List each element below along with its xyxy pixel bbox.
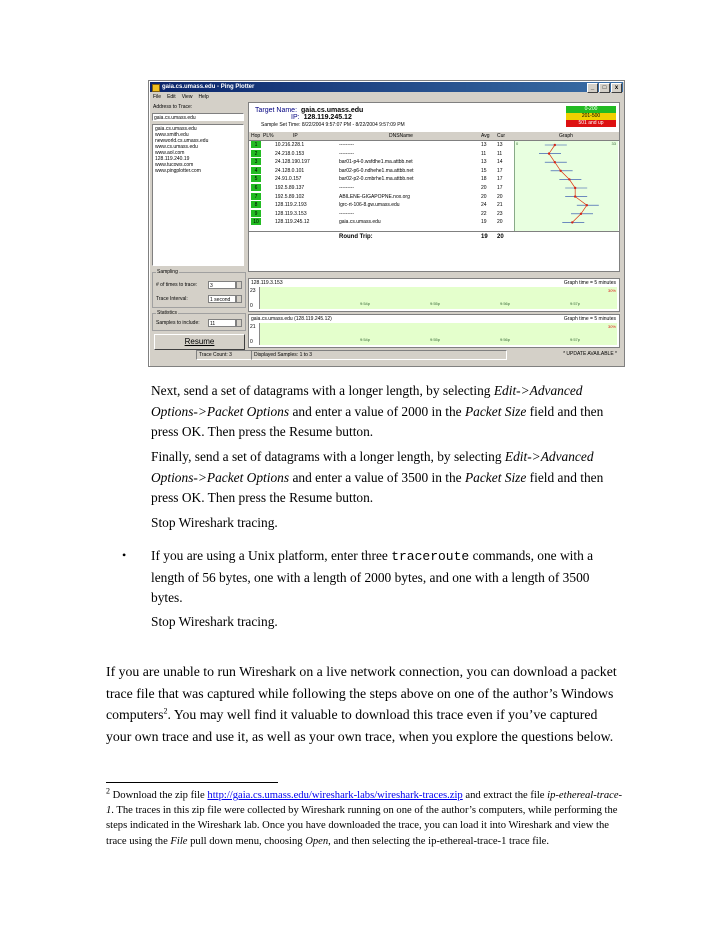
table-row[interactable] (249, 184, 519, 192)
timeline-area (259, 323, 617, 345)
hop-number: 8 (251, 201, 261, 208)
app-icon (152, 84, 160, 92)
update-available[interactable]: * UPDATE AVAILABLE * (563, 351, 617, 357)
hop-avg: 15 (481, 167, 487, 174)
samples-label: Samples to include: (156, 320, 200, 326)
hop-dns: --------- (339, 210, 354, 217)
maximize-button[interactable]: □ (599, 83, 610, 93)
timeline-graph-2 (248, 314, 620, 348)
timeline-y-top: 23 (250, 288, 256, 294)
hop-ip: 192.5.89.102 (275, 193, 305, 200)
menu-help[interactable]: Help (198, 94, 209, 100)
col-dns[interactable]: DNSName (389, 133, 413, 139)
hop-cur: 17 (497, 185, 503, 191)
latency-line (549, 145, 587, 222)
hop-dns: bar02-p6-0.ndhehe1.ma.attbb.net (339, 167, 414, 174)
table-row[interactable] (249, 175, 519, 183)
history-item[interactable]: www.pingplotter.com (155, 168, 201, 174)
hop-number: 2 (251, 150, 261, 157)
sampling-group (152, 269, 246, 308)
trace-zip-link[interactable]: http://gaia.cs.umass.edu/wireshark-labs/wireshark-traces.zip (207, 790, 463, 801)
statistics-label: Statistics (157, 310, 178, 316)
timeline-y-zero: 0 (250, 303, 253, 309)
hop-ip: 10.216.228.1 (275, 142, 305, 148)
bullet-icon: • (122, 548, 127, 562)
latency-legend (566, 106, 616, 127)
hop-dns: bar02-p2-0.cmbrhe1.ma.attbb.net (339, 176, 414, 183)
timeline-graph-1 (248, 278, 620, 312)
timeline-y-zero: 0 (250, 339, 253, 345)
ip-label: IP: (291, 114, 300, 121)
table-row[interactable] (249, 150, 519, 158)
history-item[interactable]: www.cs.umass.edu (155, 144, 198, 150)
hop-cur: 17 (497, 176, 503, 183)
timeline-scale: Graph time = 5 minutes (563, 280, 616, 286)
table-row[interactable] (249, 193, 519, 201)
table-row[interactable] (249, 201, 519, 209)
timeline-host: 128.119.3.153 (251, 280, 283, 286)
hop-ip: 24.128.0.101 (275, 167, 305, 174)
time-label: 9:56p (500, 337, 511, 342)
time-label: 9:57p (570, 301, 581, 306)
table-row[interactable] (249, 210, 519, 218)
graph-axis-min: 0 (516, 141, 519, 146)
history-item[interactable]: gaia.cs.umass.edu (155, 126, 197, 132)
history-item[interactable]: newworld.cs.umass.edu (155, 138, 209, 144)
target-label: Target Name: (255, 107, 298, 114)
address-label: Address to Trace: (153, 104, 193, 110)
graph-axis-max: 33 (611, 141, 616, 146)
hop-number: 5 (251, 175, 261, 182)
trace-count: Trace Count: 3 (196, 350, 252, 360)
displayed-samples: Displayed Samples: 1 to 3 (251, 350, 507, 360)
hop-number: 10 (251, 218, 261, 225)
time-label: 9:57p (570, 337, 581, 342)
hop-avg: 20 (481, 193, 487, 200)
sampling-label: Sampling (157, 269, 178, 275)
hop-ip: 128.119.245.12 (275, 219, 310, 226)
table-row[interactable] (249, 141, 519, 149)
interval-select[interactable]: 1 second (208, 295, 236, 303)
paragraph-2000-bytes: Next, send a set of datagrams with a longer length, by selecting Edit->Advanced Options->Packet Options and enter a value of 2000 in the Packet Size field and then press OK. Then press the Resume button. (151, 383, 604, 439)
history-item[interactable]: www.aol.com (155, 150, 185, 156)
hop-avg: 19 (481, 219, 487, 226)
hop-ip: 128.119.3.153 (275, 210, 307, 217)
times-spinner[interactable] (236, 281, 242, 289)
hop-cur: 21 (497, 202, 503, 209)
timeline-pl: 30% (607, 288, 616, 293)
paragraph-unix: If you are using a Unix platform, enter three traceroute commands, one with a length of 56 bytes, one with a length of 2000 bytes, and one with a length of 3500 bytes. (151, 548, 594, 605)
col-graph[interactable]: Graph (559, 133, 573, 139)
table-row[interactable] (249, 218, 519, 226)
samples-spinner[interactable] (236, 319, 242, 327)
history-item[interactable]: 128.119.240.19 (155, 156, 190, 162)
hop-dns: bar01-p4-0.wsfdhe1.ma.attbb.net (339, 159, 413, 166)
ip-value: 128.119.245.12 (303, 114, 352, 121)
hop-number: 7 (251, 193, 261, 200)
hop-dns: --------- (339, 142, 354, 148)
timeline-scale: Graph time = 5 minutes (563, 316, 616, 322)
hop-ip: 24.218.0.153 (275, 150, 305, 157)
hop-dns: gaia.cs.umass.edu (339, 219, 381, 226)
chevron-down-icon[interactable] (236, 295, 242, 303)
stop-tracing-2: Stop Wireshark tracing. (151, 614, 278, 629)
hop-dns: ABILENE-GIGAPOPNE.nox.org (339, 193, 410, 200)
menu-bar (151, 93, 209, 101)
trace-panel (248, 102, 620, 272)
footnote-ref[interactable]: 2 (163, 706, 168, 716)
hop-avg: 20 (481, 185, 487, 191)
hop-number: 9 (251, 210, 261, 217)
hop-avg: 22 (481, 210, 487, 217)
hop-avg: 13 (481, 142, 487, 148)
times-input[interactable]: 3 (208, 281, 236, 289)
round-trip-row (249, 231, 619, 242)
hop-ip: 24.128.190.197 (275, 159, 310, 166)
legend-yellow: 201-500 (566, 113, 616, 120)
hop-ip: 192.5.89.137 (275, 185, 305, 191)
time-label: 9:55p (430, 301, 441, 306)
hop-dns: --------- (339, 150, 354, 157)
hop-avg: 11 (481, 150, 487, 157)
legend-green: 0-200 (566, 106, 616, 113)
times-label: # of times to trace: (156, 282, 198, 288)
hop-cur: 11 (497, 150, 503, 157)
legend-red: 501 and up (566, 120, 616, 127)
timeline-y-top: 21 (250, 324, 256, 330)
target-name (255, 107, 363, 114)
time-label: 9:54p (360, 301, 371, 306)
timeline-pl: 30% (607, 324, 616, 329)
table-row[interactable] (249, 167, 519, 175)
footnote-divider (106, 782, 278, 783)
col-cur[interactable]: Cur (497, 133, 506, 139)
resume-button[interactable]: Resume (154, 334, 245, 350)
hop-cur: 23 (497, 210, 503, 217)
status-bar (151, 349, 622, 359)
history-list[interactable] (152, 124, 244, 266)
window-title: gaia.cs.umass.edu - Ping Plotter (162, 84, 255, 90)
hop-number: 4 (251, 167, 261, 174)
hop-ip: 128.119.2.193 (275, 202, 307, 209)
ip-line (291, 114, 352, 121)
history-item[interactable]: www.smith.edu (155, 132, 189, 138)
paragraph-3500-bytes: Finally, send a set of datagrams with a longer length, by selecting Edit->Advanced Options->Packet Options and enter a value of 3500 in the Packet Size field and then press OK. Then press the Resume button. (151, 449, 604, 505)
hop-cur: 20 (497, 193, 503, 200)
table-header (249, 132, 619, 141)
paragraph-download-trace: If you are unable to run Wireshark on a live network connection, you can download a packet trace file that was captured while following the steps above on one of the author’s Windows computers$^2$. You may well find it valuable to download this trace even if you’ve captured your own trace and use it, as well as your own trace, when you explore the questions below. (106, 664, 617, 744)
col-hop[interactable]: Hop (251, 133, 261, 139)
hop-avg: 24 (481, 202, 487, 209)
col-pl[interactable]: PL% (263, 133, 274, 139)
hop-ip: 24.91.0.157 (275, 176, 302, 183)
latency-plot (515, 141, 618, 231)
timeline-area (259, 287, 617, 309)
samples-input[interactable]: 11 (208, 319, 236, 327)
time-label: 9:54p (360, 337, 371, 342)
pingplotter-window (148, 80, 625, 367)
hop-dns: --------- (339, 185, 354, 191)
menu-edit[interactable]: Edit (167, 94, 176, 100)
col-ip[interactable]: IP (293, 133, 298, 139)
window-titlebar (150, 82, 623, 92)
table-row[interactable] (249, 158, 519, 166)
hop-cur: 20 (497, 219, 503, 226)
timeline-host: gaia.cs.umass.edu (128.119.245.12) (251, 316, 332, 322)
round-trip-label: Round Trip: (339, 234, 373, 240)
hop-number: 3 (251, 158, 261, 165)
latency-graph (514, 141, 618, 231)
interval-label: Trace Interval: (156, 296, 188, 302)
hop-number: 6 (251, 184, 261, 191)
time-label: 9:55p (430, 337, 441, 342)
hop-number: 1 (251, 141, 261, 148)
menu-file[interactable]: File (153, 94, 162, 100)
address-input[interactable]: gaia.cs.umass.edu (152, 113, 244, 121)
statistics-group (152, 310, 246, 331)
hop-cur: 17 (497, 167, 503, 174)
target-value: gaia.cs.umass.edu (301, 107, 364, 114)
minimize-button[interactable]: _ (587, 83, 598, 93)
left-pane (151, 102, 247, 348)
hop-avg: 13 (481, 159, 487, 166)
hop-cur: 13 (497, 142, 503, 148)
history-item[interactable]: www.tucows.com (155, 162, 194, 168)
menu-view[interactable]: View (181, 94, 193, 100)
col-avg[interactable]: Avg (481, 133, 490, 139)
close-button[interactable]: x (611, 83, 622, 93)
stop-tracing-1: Stop Wireshark tracing. (151, 515, 278, 530)
hop-dns: lgrc-rt-106-8.gw.umass.edu (339, 202, 400, 209)
hop-avg: 18 (481, 176, 487, 183)
round-trip-cur: 20 (497, 234, 504, 240)
time-label: 9:56p (500, 301, 511, 306)
footnote: $^2$ Download the zip file http://gaia.cs.umass.edu/wireshark-labs/wireshark-traces.zip and extract the file ip-ethereal-trace-1. The traces in this zip file were collected by Wireshark running on one of the author’s computers, while performing the steps indicated in the Wireshark lab. Once you have downloaded the trace, you can load it into Wireshark and view the trace using the File pull down menu, choosing Open, and then selecting the ip-ethereal-trace-1 trace file. (106, 786, 623, 847)
hop-cur: 14 (497, 159, 503, 166)
sample-set-time: Sample Set Time: 8/22/2004 9:57:07 PM - 8/22/2004 9:57:09 PM (261, 122, 405, 128)
round-trip-avg: 19 (481, 234, 488, 240)
